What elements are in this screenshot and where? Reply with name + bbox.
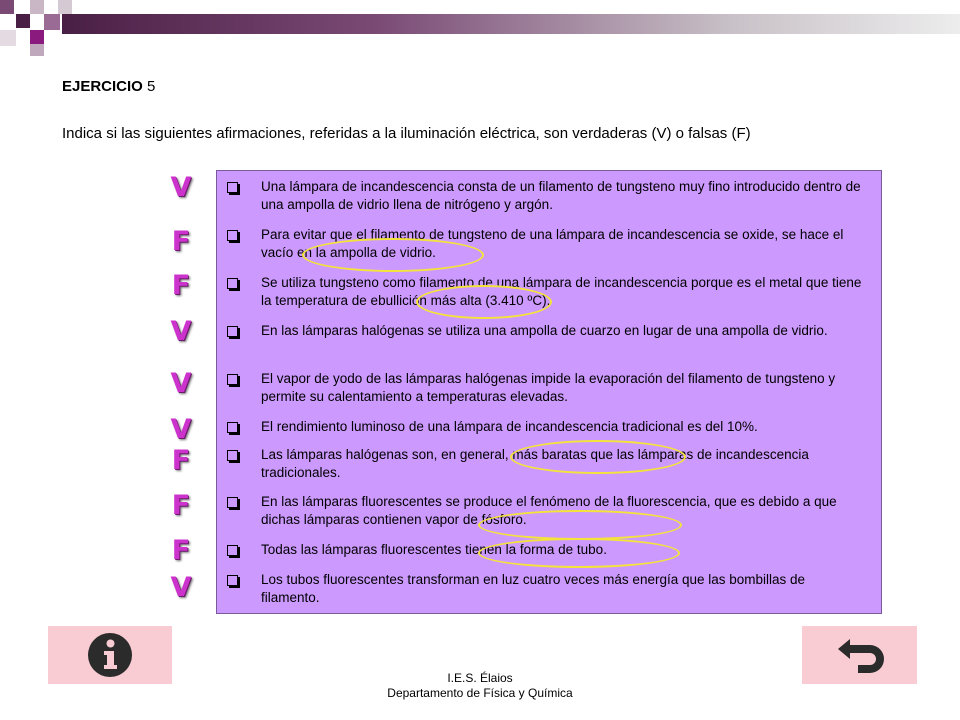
- statement-text: Los tubos fluorescentes transforman en luz cuatro veces más energía que las bombillas de filamento.: [261, 572, 806, 605]
- checkbox-bullet-icon: [227, 450, 238, 461]
- title-gradient-bar: [62, 14, 960, 34]
- checkbox-bullet-icon: [227, 422, 238, 433]
- answer-8: F: [171, 490, 191, 521]
- corner-square-1: [0, 0, 14, 14]
- statement-10: [227, 571, 867, 607]
- checkbox-bullet-icon: [227, 182, 238, 193]
- corner-square-5: [58, 0, 72, 14]
- answer-4: V: [170, 316, 192, 347]
- checkbox-bullet-icon: [227, 374, 238, 385]
- answer-1: V: [170, 172, 192, 203]
- checkbox-bullet-icon: [227, 326, 238, 337]
- statement-4: [227, 322, 867, 340]
- footer-school: I.E.S. Élaios: [447, 671, 513, 685]
- corner-square-7: [30, 30, 44, 44]
- answer-2: F: [171, 226, 191, 257]
- checkbox-bullet-icon: [227, 545, 238, 556]
- exercise-title: [62, 78, 155, 95]
- corner-square-4: [44, 14, 60, 30]
- corner-square-2: [16, 14, 30, 28]
- statement-text: Para evitar que el filamento de tungsteno de una lámpara de incandescencia se oxide, se hace el vacío en la ampolla de vidrio.: [261, 227, 844, 260]
- corner-square-6: [0, 30, 16, 46]
- answer-7: F: [171, 445, 191, 476]
- checkbox-bullet-icon: [227, 575, 238, 586]
- highlight-oval-vacio: [302, 238, 484, 272]
- highlight-oval-baratas: [510, 440, 686, 474]
- highlight-oval-fosforo: [478, 510, 682, 540]
- checkbox-bullet-icon: [227, 278, 238, 289]
- instructions: Indica si las siguientes afirmaciones, referidas a la iluminación eléctrica, son verdaderas (V) o falsas (F): [62, 125, 751, 142]
- statement-text: Las lámparas halógenas son, en general, más baratas que las lámparas de incandescencia tradicionales.: [261, 447, 809, 480]
- checkbox-bullet-icon: [227, 230, 238, 241]
- statement-text: Todas las lámparas fluorescentes tienen la forma de tubo.: [261, 542, 607, 557]
- statement-6: [227, 418, 867, 436]
- answer-10: V: [170, 572, 192, 603]
- statement-text: El vapor de yodo de las lámparas halógenas impide la evaporación del filamento de tungsteno y permite su calentamiento a temperaturas elevadas.: [261, 371, 836, 404]
- answer-9: F: [171, 535, 191, 566]
- footer-department: Departamento de Física y Química: [387, 686, 573, 700]
- highlight-oval-temperatura: [416, 285, 552, 319]
- statement-5: [227, 370, 867, 406]
- checkbox-bullet-icon: [227, 497, 238, 508]
- exercise-label: EJERCICIO: [62, 78, 143, 95]
- return-arrow-icon: [836, 635, 886, 675]
- statement-text: Una lámpara de incandescencia consta de un filamento de tungsteno muy fino introducido dentro de una ampolla de vidrio llena de nitrógeno y argón.: [261, 179, 861, 212]
- statement-text: En las lámparas halógenas se utiliza una ampolla de cuarzo en lugar de una ampolla de vidrio.: [261, 323, 828, 338]
- statement-text: En las lámparas fluorescentes se produce el fenómeno de la fluorescencia, que es debido a que dichas lámparas contienen vapor de fósforo.: [261, 494, 837, 527]
- answer-5: V: [170, 368, 192, 399]
- answer-6: V: [170, 414, 192, 445]
- exercise-number: 5: [142, 78, 156, 95]
- corner-square-3: [30, 0, 44, 14]
- highlight-oval-tubo: [478, 538, 680, 568]
- statement-text: El rendimiento luminoso de una lámpara de incandescencia tradicional es del 10%.: [261, 419, 758, 434]
- statement-text: Se utiliza tungsteno como filamento de una lámpara de incandescencia porque es el metal que tiene la temperatura de ebullición más alta (3.410 ºC).: [261, 275, 862, 308]
- corner-square-8: [30, 44, 44, 56]
- statement-1: [227, 178, 867, 214]
- answer-3: F: [171, 270, 191, 301]
